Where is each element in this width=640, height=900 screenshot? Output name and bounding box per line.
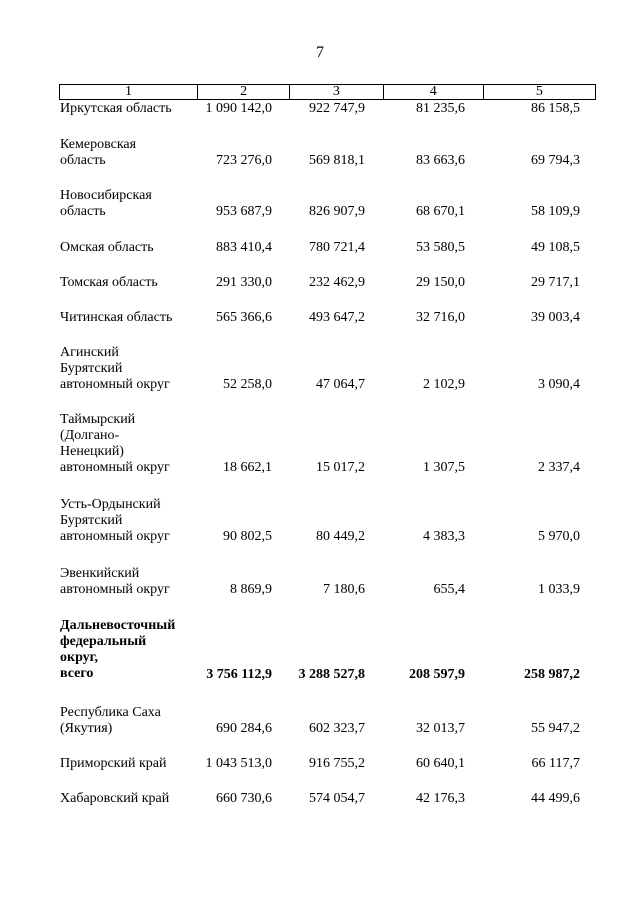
page-number: 7: [316, 44, 324, 61]
cell-col-3: 780 721,4: [309, 240, 365, 255]
row-label: [60, 345, 200, 393]
cell-col-2: 52 258,0: [223, 377, 272, 392]
row-label-line: Эвенкийский: [60, 566, 140, 581]
row-label-line: Бурятский: [60, 513, 123, 528]
row-label-line: Омская область: [60, 240, 154, 255]
row-label-line: федеральный: [60, 634, 147, 649]
cell-col-2: 8 869,9: [230, 582, 272, 597]
cell-col-5: 58 109,9: [531, 204, 580, 219]
cell-col-4: 60 640,1: [416, 756, 465, 771]
cell-col-5: 69 794,3: [531, 153, 580, 168]
header-col-3: 3: [290, 85, 383, 99]
row-label: [60, 412, 200, 476]
row-label-line: (Якутия): [60, 721, 113, 736]
row-label-line: всего: [60, 666, 94, 681]
row-label-line: автономный округ: [60, 460, 170, 475]
row-label: [60, 566, 200, 598]
cell-col-3: 7 180,6: [323, 582, 365, 597]
cell-col-5: 66 117,7: [531, 756, 580, 771]
cell-col-4: 2 102,9: [423, 377, 465, 392]
cell-col-5: 39 003,4: [531, 310, 580, 325]
row-label-line: Иркутская область: [60, 101, 172, 116]
row-label-line: автономный округ: [60, 377, 170, 392]
cell-col-5: 5 970,0: [538, 529, 580, 544]
row-label-line: Томская область: [60, 275, 158, 290]
cell-col-4: 68 670,1: [416, 204, 465, 219]
cell-col-3: 493 647,2: [309, 310, 365, 325]
cell-col-3: 47 064,7: [316, 377, 365, 392]
cell-col-3: 916 755,2: [309, 756, 365, 771]
row-label-line: Приморский край: [60, 756, 167, 771]
row-label-line: Читинская область: [60, 310, 173, 325]
row-label-line: Дальневосточный: [60, 618, 176, 633]
cell-col-2: 18 662,1: [223, 460, 272, 475]
row-label-line: Кемеровская: [60, 137, 137, 152]
row-label-line: Республика Саха: [60, 705, 161, 720]
cell-col-5: 2 337,4: [538, 460, 580, 475]
cell-col-2: 90 802,5: [223, 529, 272, 544]
row-label: [60, 497, 200, 545]
cell-col-2: 953 687,9: [216, 204, 272, 219]
header-col-1: 1: [60, 85, 198, 99]
cell-col-3: 922 747,9: [309, 101, 365, 116]
cell-col-4: 53 580,5: [416, 240, 465, 255]
cell-col-5: 3 090,4: [538, 377, 580, 392]
cell-col-4: 32 013,7: [416, 721, 465, 736]
cell-col-2: 1 090 142,0: [205, 101, 272, 116]
cell-col-2: 690 284,6: [216, 721, 272, 736]
row-label-line: Хабаровский край: [60, 791, 170, 806]
row-label: [60, 310, 200, 326]
row-label: [60, 240, 200, 256]
header-col-2: 2: [198, 85, 290, 99]
cell-col-4: 208 597,9: [409, 667, 465, 682]
cell-col-2: 660 730,6: [216, 791, 272, 806]
table-header-row: [59, 84, 596, 100]
row-label: [60, 101, 200, 117]
cell-col-3: 15 017,2: [316, 460, 365, 475]
row-label-line: область: [60, 153, 106, 168]
cell-col-3: 3 288 527,8: [298, 667, 365, 682]
cell-col-4: 29 150,0: [416, 275, 465, 290]
cell-col-5: 55 947,2: [531, 721, 580, 736]
row-label-line: Новосибирская: [60, 188, 152, 203]
cell-col-4: 1 307,5: [423, 460, 465, 475]
cell-col-4: 32 716,0: [416, 310, 465, 325]
cell-col-2: 291 330,0: [216, 275, 272, 290]
cell-col-3: 80 449,2: [316, 529, 365, 544]
cell-col-4: 42 176,3: [416, 791, 465, 806]
row-label: [60, 791, 200, 807]
cell-col-2: 723 276,0: [216, 153, 272, 168]
cell-col-3: 574 054,7: [309, 791, 365, 806]
row-label: [60, 618, 200, 682]
row-label-line: Ненецкий): [60, 444, 124, 459]
row-label: [60, 188, 200, 220]
cell-col-4: 4 383,3: [423, 529, 465, 544]
cell-col-4: 83 663,6: [416, 153, 465, 168]
row-label-line: автономный округ: [60, 529, 170, 544]
cell-col-3: 826 907,9: [309, 204, 365, 219]
cell-col-3: 232 462,9: [309, 275, 365, 290]
cell-col-5: 86 158,5: [531, 101, 580, 116]
row-label: [60, 705, 200, 737]
row-label-line: область: [60, 204, 106, 219]
row-label-line: Агинский: [60, 345, 119, 360]
cell-col-5: 258 987,2: [524, 667, 580, 682]
row-label-line: (Долгано-: [60, 428, 120, 443]
row-label: [60, 275, 200, 291]
cell-col-5: 1 033,9: [538, 582, 580, 597]
cell-col-2: 565 366,6: [216, 310, 272, 325]
row-label-line: округ,: [60, 650, 98, 665]
cell-col-5: 29 717,1: [531, 275, 580, 290]
row-label: [60, 137, 200, 169]
header-col-5: 5: [535, 84, 543, 99]
cell-col-5: 49 108,5: [531, 240, 580, 255]
cell-col-4: 655,4: [433, 582, 465, 597]
header-col-4: 4: [384, 85, 484, 99]
cell-col-3: 569 818,1: [309, 153, 365, 168]
cell-col-2: 1 043 513,0: [205, 756, 272, 771]
cell-col-4: 81 235,6: [416, 101, 465, 116]
cell-col-3: 602 323,7: [309, 721, 365, 736]
row-label-line: автономный округ: [60, 582, 170, 597]
row-label-line: Бурятский: [60, 361, 123, 376]
cell-col-2: 883 410,4: [216, 240, 272, 255]
row-label: [60, 756, 200, 772]
cell-col-2: 3 756 112,9: [206, 667, 272, 682]
row-label-line: Таймырский: [60, 412, 136, 427]
row-label-line: Усть-Ордынский: [60, 497, 161, 512]
cell-col-5: 44 499,6: [531, 791, 580, 806]
